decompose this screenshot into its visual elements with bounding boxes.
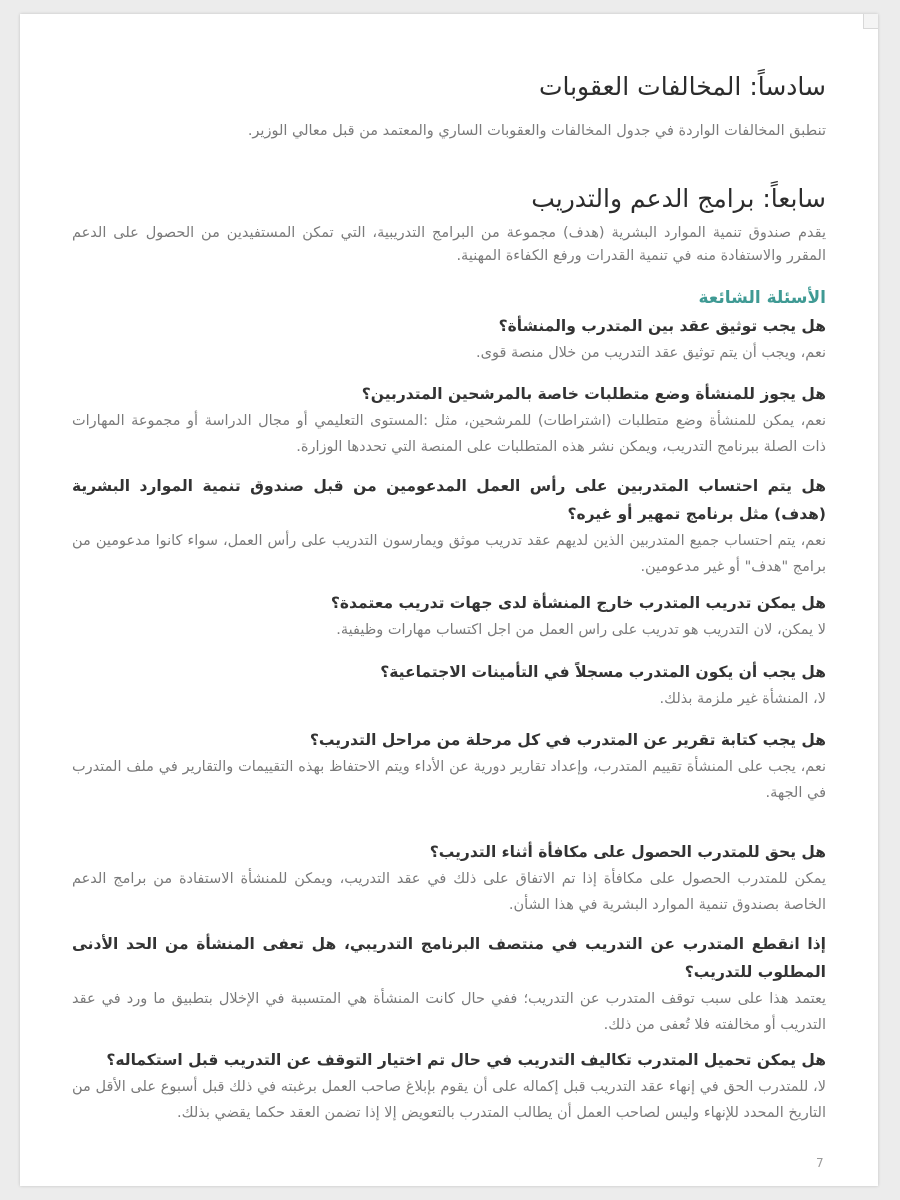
faq-question: هل يجب توثيق عقد بين المتدرب والمنشأة؟ xyxy=(498,317,826,335)
faq-answer: لا يمكن، لان التدريب هو تدريب على راس العمل من اجل اكتساب مهارات وظيفية. xyxy=(336,622,826,638)
section-heading-violations: سادساً: المخالفات العقوبات xyxy=(538,72,826,101)
faq-question: إذا انقطع المتدرب عن التدريب في منتصف البرنامج التدريبي، هل تعفى المنشأة من الحد الأدنى المطلوب للتدريب؟ xyxy=(72,935,826,981)
faq-item xyxy=(72,380,826,460)
faq-item xyxy=(72,726,826,806)
faq-answer: نعم، يجب على المنشأة تقييم المتدرب، وإعداد تقارير دورية عن الأداء ويتم الاحتفاظ بهذه التقييمات والتقارير في ملف المتدرب في الجهة. xyxy=(72,759,826,801)
faq-item xyxy=(72,1046,826,1126)
faq-question: هل يمكن تدريب المتدرب خارج المنشأة لدى جهات تدريب معتمدة؟ xyxy=(330,594,826,612)
faq-answer: نعم، يمكن للمنشأة وضع متطلبات (اشتراطات) للمرشحين، مثل :المستوى التعليمي أو مجال الدراسة أو مجموعة المهارات ذات الصلة ببرنامج التدريب، ويمكن نشر هذه المتطلبات على المنصة التي تحددها الوزارة. xyxy=(72,413,826,455)
faq-item xyxy=(72,930,826,1038)
faq-question: هل يجب أن يكون المتدرب مسجلاً في التأمينات الاجتماعية؟ xyxy=(380,663,826,681)
faq-question: هل يجب كتابة تقرير عن المتدرب في كل مرحلة من مراحل التدريب؟ xyxy=(309,731,826,749)
section-body-violations: تنطبق المخالفات الواردة في جدول المخالفات والعقوبات الساري والمعتمد من قبل معالي الوزير. xyxy=(247,123,826,139)
faq-question: هل يحق للمتدرب الحصول على مكافأة أثناء التدريب؟ xyxy=(429,843,826,861)
faq-item xyxy=(72,589,826,643)
page-number: 7 xyxy=(816,1156,824,1170)
document-page xyxy=(20,14,878,1186)
faq-question: هل يجوز للمنشأة وضع متطلبات خاصة بالمرشحين المتدربين؟ xyxy=(361,385,826,403)
faq-item xyxy=(72,838,826,918)
faq-title: الأسئلة الشائعة xyxy=(698,288,826,308)
faq-item xyxy=(72,472,826,580)
faq-answer: لا، المنشأة غير ملزمة بذلك. xyxy=(659,691,826,707)
faq-question: هل يتم احتساب المتدربين على رأس العمل المدعومين من قبل صندوق تنمية الموارد البشرية (هدف) مثل برنامج تمهير أو غيره؟ xyxy=(72,477,826,523)
faq-answer: نعم، يتم احتساب جميع المتدربين الذين لديهم عقد تدريب موثق ويمارسون التدريب على رأس العمل، سواء كانوا مدعومين من برامج "هدف" أو غير مدعومين. xyxy=(72,533,826,575)
faq-answer: يعتمد هذا على سبب توقف المتدرب عن التدريب؛ ففي حال كانت المنشأة هي المتسببة في الإخلال بتطبيق ما ورد في عقد التدريب أو مخالفته فلا تُعفى من ذلك. xyxy=(72,991,826,1033)
faq-item xyxy=(72,312,826,366)
faq-answer: لا، للمتدرب الحق في إنهاء عقد التدريب قبل إكماله على أن يقوم بإبلاغ صاحب العمل برغبته في ذلك قبل أسبوع على الأقل من التاريخ المحدد للإنهاء وليس لصاحب العمل أن يطالب المتدرب بالتعويض إلا إذا تضمن العقد حكما يقضي بذلك. xyxy=(72,1079,826,1121)
faq-item xyxy=(72,658,826,712)
faq-answer: يمكن للمتدرب الحصول على مكافأة إذا تم الاتفاق على ذلك في عقد التدريب، ويمكن للمنشأة الاستفادة من برامج الدعم الخاصة بصندوق تنمية الموارد البشرية في هذا الشأن. xyxy=(72,871,826,913)
section-heading-training-programs: سابعاً: برامج الدعم والتدريب xyxy=(531,184,826,213)
faq-question: هل يمكن تحميل المتدرب تكاليف التدريب في حال تم اختيار التوقف عن التدريب قبل استكماله؟ xyxy=(106,1051,826,1069)
faq-answer: نعم، ويجب أن يتم توثيق عقد التدريب من خلال منصة قوى. xyxy=(476,345,826,361)
page-corner-fold xyxy=(863,14,878,29)
section-body-training-programs: يقدم صندوق تنمية الموارد البشرية (هدف) مجموعة من البرامج التدريبية، التي تمكن المستفيدين من الحصول على الدعم المقرر والاستفادة منه في تنمية القدرات ورفع الكفاءة المهنية. xyxy=(72,225,826,264)
